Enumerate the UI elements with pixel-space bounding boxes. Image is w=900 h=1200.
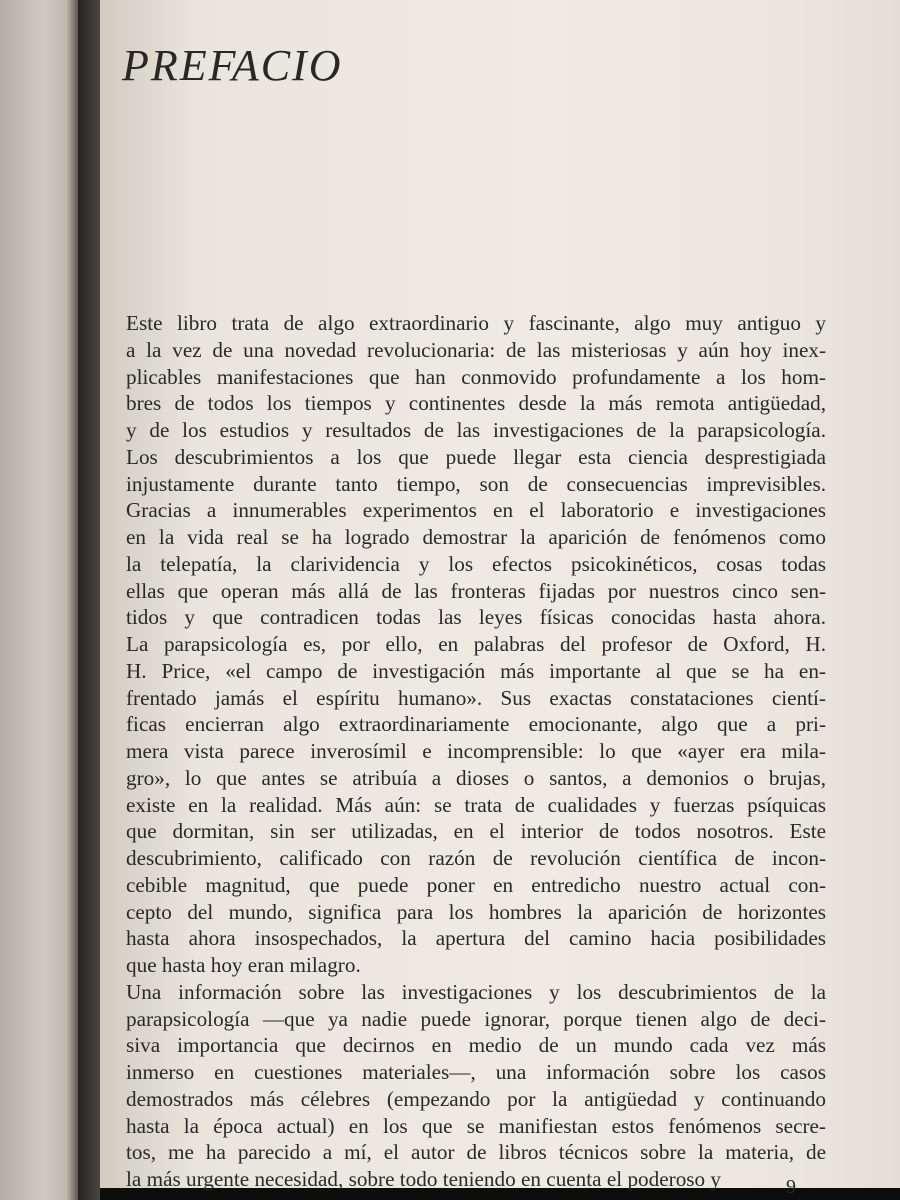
book-gutter — [78, 0, 100, 1200]
text-line: la más urgente necesidad, sobre todo teniendo en cuenta el poderoso y — [126, 1167, 722, 1191]
paragraph — [126, 979, 826, 1193]
text-line: que dormitan, sin ser utilizadas, en el interior de todos nosotros. Este — [126, 819, 826, 844]
text-line: parapsicología —que ya nadie puede ignorar, porque tienen algo de deci- — [126, 1006, 826, 1031]
text-line: que hasta hoy eran milagro. — [126, 953, 361, 977]
left-page-edge — [0, 0, 78, 1200]
text-line: tidos y que contradicen todas las leyes físicas conocidas hasta ahora. — [126, 605, 826, 630]
text-line: existe en la realidad. Más aún: se trata de cualidades y fuerzas psíquicas — [126, 792, 826, 817]
chapter-title: PREFACIO — [122, 41, 343, 90]
text-line: siva importancia que decirnos en medio de un mundo cada vez más — [126, 1033, 826, 1058]
text-line: H. Price, «el campo de investigación más importante al que se ha en- — [126, 658, 826, 683]
body-text — [126, 310, 826, 1193]
text-line: descubrimiento, calificado con razón de revolución científica de incon- — [126, 846, 826, 870]
text-line: La parapsicología es, por ello, en palabras del profesor de Oxford, H. — [126, 632, 826, 656]
text-line: Este libro trata de algo extraordinario y fascinante, algo muy antiguo y — [126, 311, 826, 335]
text-line: cebible magnitud, que puede poner en entredicho nuestro actual con- — [126, 872, 826, 897]
text-line: y de los estudios y resultados de las investigaciones de la parapsicología. — [126, 418, 826, 442]
text-line: injustamente durante tanto tiempo, son de consecuencias imprevisibles. — [126, 471, 826, 496]
text-line: mera vista parece inverosímil e incomprensible: lo que «ayer era mila- — [126, 739, 826, 763]
text-line: frentado jamás el espíritu humano». Sus exactas constataciones cientí- — [126, 685, 826, 710]
page-number: 9 — [786, 1176, 796, 1198]
text-line: a la vez de una novedad revolucionaria: de las misteriosas y aún hoy inex- — [126, 337, 826, 362]
text-line: bres de todos los tiempos y continentes desde la más remota antigüedad, — [126, 391, 826, 416]
text-line: hasta ahora insospechados, la apertura del camino hacia posibilidades — [126, 926, 826, 951]
text-line: plicables manifestaciones que han conmovido profundamente a los hom- — [126, 364, 826, 389]
text-line: en la vida real se ha logrado demostrar la aparición de fenómenos como — [126, 525, 826, 549]
text-line: inmerso en cuestiones materiales—, una información sobre los casos — [126, 1060, 826, 1084]
text-line: Gracias a innumerables experimentos en el laboratorio e investigaciones — [126, 498, 826, 523]
paragraph — [126, 310, 826, 979]
text-line: gro», lo que antes se atribuía a dioses o santos, a demonios o brujas, — [126, 765, 826, 790]
text-line: la telepatía, la clarividencia y los efectos psicokinéticos, cosas todas — [126, 551, 826, 576]
text-line: Los descubrimientos a los que puede llegar esta ciencia desprestigiada — [126, 444, 826, 469]
text-line: ficas encierran algo extraordinariamente emocionante, algo que a pri- — [126, 712, 826, 737]
text-line: demostrados más célebres (empezando por la antigüedad y continuando — [126, 1086, 826, 1111]
text-line: Una información sobre las investigaciones y los descubrimientos de la — [126, 979, 826, 1004]
text-line: cepto del mundo, significa para los hombres la aparición de horizontes — [126, 899, 826, 924]
text-line: ellas que operan más allá de las fronteras fijadas por nuestros cinco sen- — [126, 578, 826, 603]
text-line: hasta la época actual) en los que se manifiestan estos fenómenos secre- — [126, 1113, 826, 1138]
text-line: tos, me ha parecido a mí, el autor de libros técnicos sobre la materia, de — [126, 1140, 826, 1165]
